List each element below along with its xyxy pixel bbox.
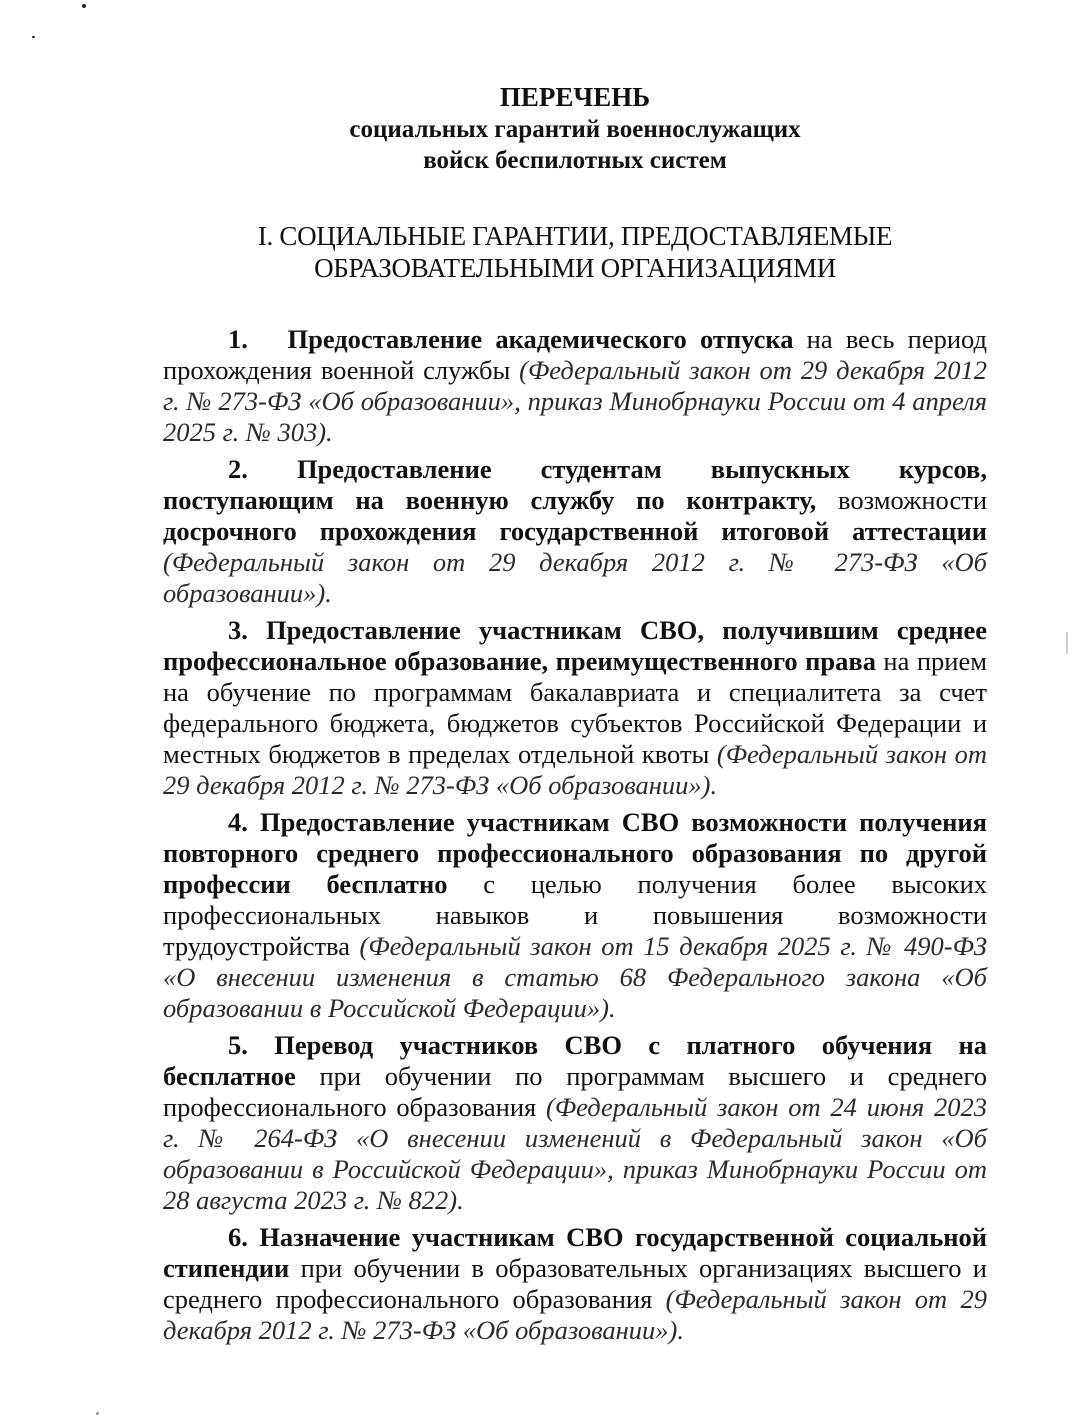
item-text: на весь период прохождения военной службы — [163, 324, 987, 385]
document-title: ПЕРЕЧЕНЬ — [499, 82, 651, 112]
item-text: при обучении в образовательных организациях высшего и среднего профессионального образования — [163, 1253, 987, 1314]
list-item-4 — [163, 807, 987, 1024]
scan-speck — [82, 4, 86, 8]
list-item-6 — [163, 1222, 987, 1346]
item-number: 6. — [228, 1222, 248, 1252]
list-item-5 — [163, 1030, 987, 1216]
scan-speck — [32, 36, 35, 38]
item-reference: (Федеральный закон от 24 июня 2023 г. № 264-ФЗ «О внесении изменений в Федеральный закон «Об образовании в Российской Федерации», приказ Минобрнауки России от 28 августа 2023 г. № 822). — [163, 1092, 987, 1215]
item-lead: Предоставление академического отпуска — [287, 324, 794, 354]
scan-speck — [96, 1412, 99, 1415]
section-heading — [163, 220, 987, 284]
item-reference: (Федеральный закон от 15 декабря 2025 г. № 490-ФЗ «О внесении изменения в статью 68 Федерального закона «Об образовании в Российской Федерации»). — [163, 931, 988, 1023]
item-text: на прием на обучение по программам бакалавриата и специалитета за счет федерального бюджета, бюджетов субъектов Российской Федерации и местных бюджетов в пределах отдельной квоты — [163, 646, 987, 769]
item-lead: Предоставление участникам СВО, получившим среднее профессиональное образование, преимущественного права — [163, 615, 987, 676]
list-item-3 — [163, 615, 987, 801]
list-item-2 — [163, 454, 987, 609]
item-reference: (Федеральный закон от 29 декабря 2012 г. № 273-ФЗ «Об образовании»). — [163, 739, 987, 800]
item-lead: Назначение участникам СВО государственной социальной стипендии — [163, 1222, 987, 1283]
item-number: 5. — [228, 1030, 248, 1060]
item-lead: Предоставление студентам выпускных курсов, поступающим на военную службу по контракту, — [163, 454, 987, 515]
item-number: 4. — [228, 807, 248, 837]
list-item-1 — [163, 324, 987, 448]
item-number: 3. — [228, 615, 248, 645]
item-lead: Предоставление участникам СВО возможности получения повторного среднего профессионального образования по другой профессии бесплатно — [163, 807, 987, 899]
section-heading-line1: I. СОЦИАЛЬНЫЕ ГАРАНТИИ, ПРЕДОСТАВЛЯЕМЫЕ — [257, 221, 893, 251]
item-reference: (Федеральный закон от 29 декабря 2012 г. № 273-ФЗ «Об образовании»). — [163, 1284, 987, 1345]
item-text: с целью получения более высоких профессиональных навыков и повышения возможности трудоустройства — [163, 869, 987, 961]
section-heading-line2: ОБРАЗОВАТЕЛЬНЫМИ ОРГАНИЗАЦИЯМИ — [314, 253, 836, 283]
document-page — [163, 80, 987, 1352]
item-number: 2. — [228, 454, 248, 484]
item-lead: Перевод участников СВО с платного обучения на бесплатное — [163, 1030, 988, 1091]
item-lead-2: досрочного прохождения государственной итоговой аттестации — [163, 516, 987, 546]
item-text: при обучении по программам высшего и среднего профессионального образования — [163, 1061, 987, 1122]
document-subtitle-line1: социальных гарантий военнослужащих — [349, 116, 801, 143]
item-reference: (Федеральный закон от 29 декабря 2012 г. № 273-ФЗ «Об образовании», приказ Минобрнауки России от 4 апреля 2025 г. № 303). — [163, 355, 987, 447]
scan-mark — [1066, 632, 1068, 654]
item-text: возможности — [816, 485, 987, 515]
item-reference: (Федеральный закон от 29 декабря 2012 г. № 273-ФЗ «Об образовании»). — [163, 547, 987, 608]
document-subtitle-line2: войск беспилотных систем — [423, 147, 727, 174]
item-number: 1. — [228, 324, 248, 354]
